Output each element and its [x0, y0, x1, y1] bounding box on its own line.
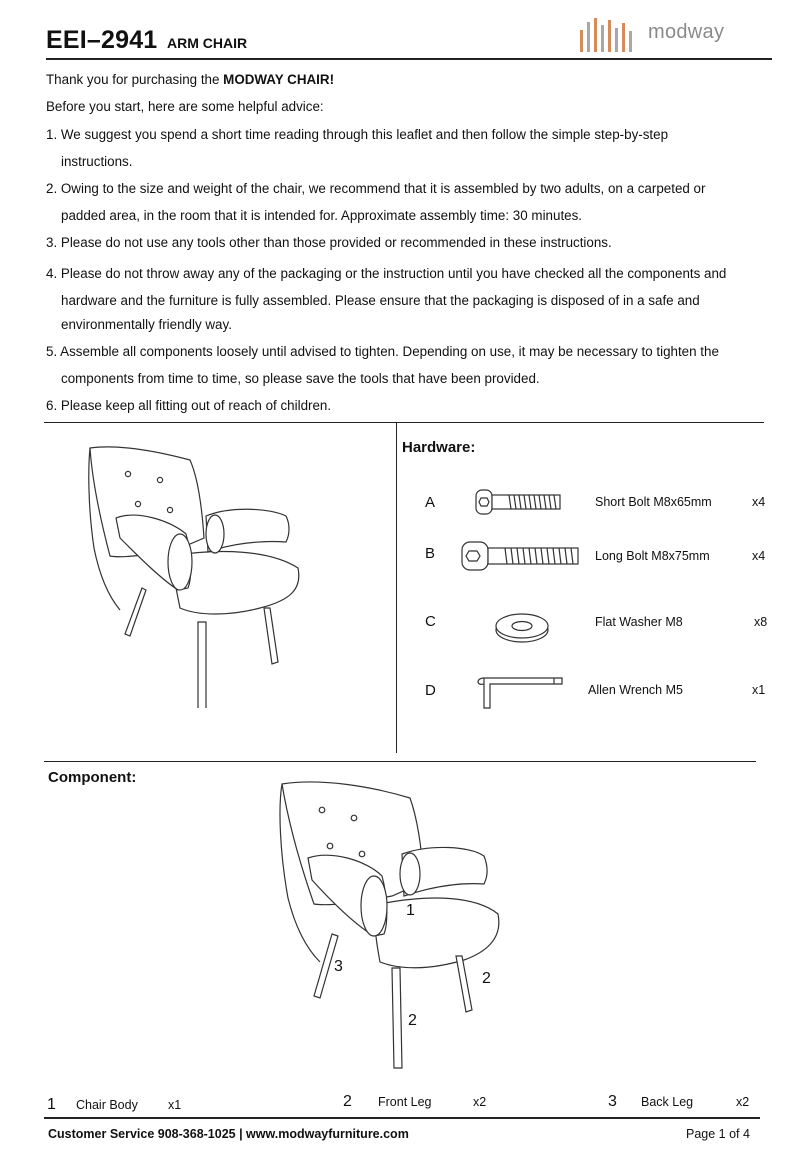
- callout-front-leg-bottom: 2: [408, 1012, 417, 1029]
- allen-wrench-icon: [470, 672, 566, 712]
- component-1-number: 1: [47, 1096, 56, 1113]
- washer-icon: [494, 612, 550, 644]
- component-3-qty: x2: [736, 1095, 750, 1109]
- thanks-suffix: !: [329, 72, 335, 87]
- component-2-number: 2: [343, 1093, 352, 1110]
- page-number: Page 1 of 4: [686, 1127, 750, 1141]
- component-3-name: Back Leg: [641, 1095, 694, 1109]
- component-2-qty: x2: [473, 1095, 487, 1109]
- thanks-prefix: Thank you for purchasing the: [46, 72, 224, 87]
- hardware-c-name: Flat Washer M8: [595, 615, 683, 629]
- hardware-d-letter: D: [425, 682, 436, 699]
- short-bolt-icon: [475, 489, 563, 515]
- hardware-b-letter: B: [425, 545, 436, 562]
- header-rule: [46, 58, 772, 60]
- model-number: EEI–2941: [46, 26, 158, 54]
- hardware-c-letter: C: [425, 613, 436, 630]
- callout-back-leg: 3: [334, 958, 343, 975]
- footer-rule: [44, 1117, 760, 1119]
- instruction-6-line1: 6. Please keep all fitting out of reach of children.: [46, 398, 332, 413]
- instruction-4-line1: 4. Please do not throw away any of the packaging or the instruction until you have checked all the components and: [46, 266, 727, 281]
- thanks-line: [46, 72, 334, 87]
- hardware-b-qty: x4: [752, 549, 766, 563]
- chair-illustration: [80, 438, 310, 708]
- instruction-3-line1: 3. Please do not use any tools other than those provided or recommended in these instructions.: [46, 235, 612, 250]
- instruction-4-line2: hardware and the furniture is fully assembled. Please ensure that the packaging is disposed of in a safe and: [61, 293, 700, 308]
- instruction-2-line1: 2. Owing to the size and weight of the chair, we recommend that it is assembled by two adults, on a carpeted or: [46, 181, 706, 196]
- section-rule-top: [44, 422, 764, 423]
- brand-name: modway: [648, 21, 725, 43]
- instruction-1-line1: 1. We suggest you spend a short time reading through this leaflet and then follow the simple step-by-step: [46, 127, 669, 142]
- callout-chair-body: 1: [406, 902, 415, 919]
- instruction-5-line2: components from time to time, so please save the tools that have been provided.: [61, 371, 540, 386]
- vertical-divider: [396, 423, 397, 753]
- callout-front-leg-right: 2: [482, 970, 491, 987]
- component-title: Component:: [48, 769, 137, 786]
- instruction-5-line1: 5. Assemble all components loosely until advised to tighten. Depending on use, it may be necessary to tighten the: [46, 344, 719, 359]
- instruction-1-line2: instructions.: [61, 154, 133, 169]
- product-name: ARM CHAIR: [167, 35, 248, 51]
- hardware-title: Hardware:: [402, 439, 476, 456]
- component-1-qty: x1: [168, 1098, 182, 1112]
- hardware-a-letter: A: [425, 494, 436, 511]
- component-3-number: 3: [608, 1093, 617, 1110]
- section-rule-middle: [44, 761, 756, 762]
- hardware-c-qty: x8: [754, 615, 768, 629]
- chair-component-illustration: [270, 774, 510, 1074]
- advice-line: Before you start, here are some helpful advice:: [46, 99, 324, 114]
- hardware-d-qty: x1: [752, 683, 766, 697]
- instruction-2-line2: padded area, in the room that it is intended for. Approximate assembly time: 30 minutes.: [61, 208, 583, 223]
- component-2-name: Front Leg: [378, 1095, 432, 1109]
- hardware-a-qty: x4: [752, 495, 766, 509]
- long-bolt-icon: [461, 541, 581, 571]
- instruction-4-line3: environmentally friendly way.: [61, 317, 232, 332]
- customer-service: Customer Service 908-368-1025 | www.modwayfurniture.com: [48, 1127, 409, 1141]
- hardware-b-name: Long Bolt M8x75mm: [595, 549, 710, 563]
- hardware-d-name: Allen Wrench M5: [588, 683, 683, 697]
- thanks-brand: MODWAY CHAIR: [223, 72, 330, 87]
- component-1-name: Chair Body: [76, 1098, 138, 1112]
- hardware-a-name: Short Bolt M8x65mm: [595, 495, 712, 509]
